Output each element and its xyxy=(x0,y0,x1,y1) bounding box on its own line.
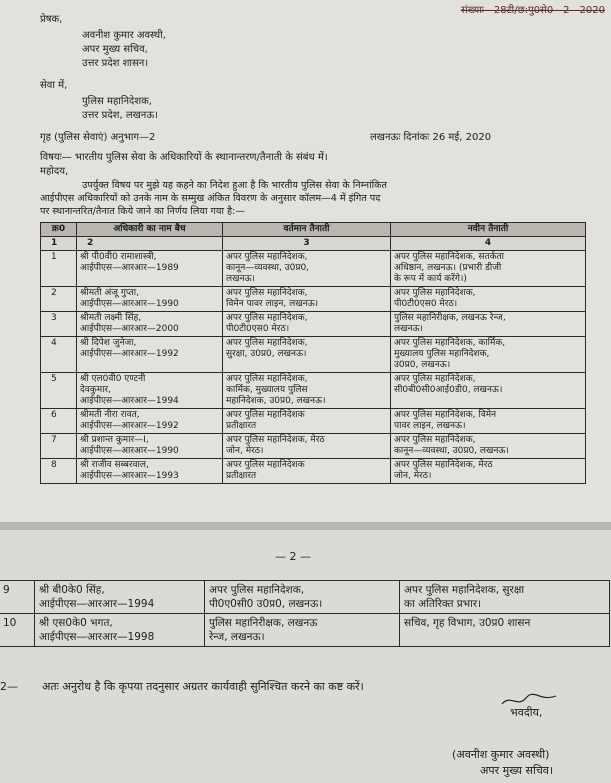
table-row xyxy=(0,614,610,647)
new-posting-line: अपर पुलिस महानिदेशक, xyxy=(394,374,476,384)
new-posting-line: अपर पुलिस महानिदेशक, मेरठ xyxy=(394,460,493,470)
new-posting xyxy=(391,459,586,484)
current-posting xyxy=(223,409,391,434)
current-posting-line: लखनऊ। xyxy=(226,274,255,284)
closing-number: 2— xyxy=(0,680,18,693)
current-posting-line: प्रतीक्षारत xyxy=(226,421,257,431)
colnum: 3 xyxy=(223,237,391,251)
officer-name-batch xyxy=(77,459,223,484)
body-line: उपर्युक्त विषय पर मुझे यह कहने का निदेश हुआ है कि भारतीय पुलिस सेवा के निम्नांकित xyxy=(82,180,387,191)
colnum: 4 xyxy=(391,237,586,251)
new-posting-line: अपर पुलिस महानिदेशक, xyxy=(394,435,476,445)
current-posting-line: अपर पुलिस महानिदेशक, मेरठ xyxy=(226,435,325,445)
current-posting-line: पुलिस महानिरीक्षक, लखनऊ xyxy=(209,617,318,629)
header-current-posting: वर्तमान तैनाती xyxy=(223,223,391,237)
officer-name-batch-line: श्रीमती नीरा रावत, xyxy=(80,410,140,420)
table-row xyxy=(41,459,586,484)
new-posting xyxy=(391,434,586,459)
signature-mark xyxy=(500,690,560,710)
officer-name-batch-line: श्रीमती अंजू गुप्ता, xyxy=(80,288,139,298)
new-posting xyxy=(391,409,586,434)
officer-name-batch-line: आईपीएस—आरआर—1993 xyxy=(80,471,179,481)
officer-name-batch-line: आईपीएस—आरआर—1994 xyxy=(80,396,179,406)
current-posting xyxy=(205,614,400,647)
officer-name-batch xyxy=(35,614,205,647)
officer-name-batch-line: आईपीएस—आरआर—1994 xyxy=(39,598,155,610)
colnum: 1 xyxy=(41,237,77,251)
row-serial: 1 xyxy=(41,251,77,287)
officer-name-batch-line: आईपीएस—आरआर—1990 xyxy=(80,446,179,456)
current-posting-line: अपर पुलिस महानिदेशक, xyxy=(226,313,308,323)
new-posting-line: अपर पुलिस महानिदेशक, कार्मिक, xyxy=(394,338,506,348)
salutation: महोदय, xyxy=(40,166,69,177)
header-serial: क्र0 xyxy=(41,223,77,237)
officer-name-batch-line: श्री एस0के0 भगत, xyxy=(39,617,113,629)
row-serial: 9 xyxy=(0,581,35,614)
current-posting xyxy=(223,312,391,337)
current-posting-line: अपर पुलिस महानिदेशक, xyxy=(226,338,308,348)
table-row xyxy=(41,373,586,409)
page-marker: — 2 — xyxy=(275,550,311,563)
new-posting-line: सचिव, गृह विभाग, उ0प्र0 शासन xyxy=(404,617,531,629)
new-posting xyxy=(391,251,586,287)
row-serial: 5 xyxy=(41,373,77,409)
table-row xyxy=(0,581,610,614)
new-posting-line: अपर पुलिस महानिदेशक, सुरक्षा xyxy=(404,584,525,596)
current-posting xyxy=(223,434,391,459)
current-posting-line: महानिदेशक, उ0प्र0, लखनऊ। xyxy=(226,396,326,406)
header-name-batch: अधिकारी का नाम बैच xyxy=(77,223,223,237)
new-posting-line: लखनऊ। xyxy=(394,324,423,334)
sender-label: प्रेषक, xyxy=(40,14,63,25)
officer-name-batch xyxy=(77,373,223,409)
table-row xyxy=(41,287,586,312)
current-posting xyxy=(223,251,391,287)
officer-name-batch-line: श्री प्रशान्त कुमार—I, xyxy=(80,435,149,445)
officer-name-batch-line: श्रीमती लक्ष्मी सिंह, xyxy=(80,313,142,323)
officer-name-batch xyxy=(77,287,223,312)
current-posting xyxy=(223,373,391,409)
row-serial: 4 xyxy=(41,337,77,373)
table-row xyxy=(41,312,586,337)
new-posting-line: सी0बी0सी0आई0डी0, लखनऊ। xyxy=(394,385,503,395)
page-separator xyxy=(0,522,611,530)
body-line: आईपीएस अधिकारियों को उनके नाम के सम्मुख अंकित विवरण के अनुसार कॉलम—4 में इंगित पद xyxy=(40,193,381,204)
new-posting xyxy=(391,373,586,409)
current-posting-line: विमेन पावर लाइन, लखनऊ। xyxy=(226,299,319,309)
officer-name-batch-line: आईपीएस—आरआर—1990 xyxy=(80,299,179,309)
officer-name-batch xyxy=(77,434,223,459)
officer-name-batch-line: आईपीएस—आरआर—1989 xyxy=(80,263,179,273)
new-posting-line: अधिष्ठान, लखनऊ। (प्रभारी डीजी xyxy=(394,263,502,273)
header-new-posting: नवीन तैनाती xyxy=(391,223,586,237)
row-serial: 8 xyxy=(41,459,77,484)
officer-name-batch-line: श्री बी0के0 सिंह, xyxy=(39,584,105,596)
current-posting-line: प्रतीक्षारत xyxy=(226,471,257,481)
colnum: 2 xyxy=(77,237,223,251)
new-posting-line: अपर पुलिस महानिदेशक, सतर्कता xyxy=(394,252,504,262)
row-serial: 10 xyxy=(0,614,35,647)
current-posting-line: जोन, मेरठ। xyxy=(226,446,264,456)
reference-number: संख्याः—28टी/छ:पु0से0—2—2020 xyxy=(460,5,605,16)
to-line: उत्तर प्रदेश, लखनऊ। xyxy=(82,110,158,121)
current-posting-line: अपर पुलिस महानिदेशक xyxy=(226,460,305,470)
table-row xyxy=(41,251,586,287)
new-posting-line: अपर पुलिस महानिदेशक, विमेन xyxy=(394,410,497,420)
officer-name-batch xyxy=(77,312,223,337)
table-header-row xyxy=(41,223,586,237)
officer-name-batch-line: आईपीएस—आरआर—1998 xyxy=(39,631,155,643)
body-line: पर स्थानान्तरित/तैनात किये जाने का निर्णय लिया गया है:— xyxy=(40,206,245,217)
officer-name-batch-line: श्री पी0वी0 रामाशास्त्री, xyxy=(80,252,157,262)
date-line: लखनऊः दिनांकः 26 मई, 2020 xyxy=(370,132,492,143)
new-posting xyxy=(391,337,586,373)
new-posting-line: पावर लाइन, लखनऊ। xyxy=(394,421,466,431)
transfer-table-continued xyxy=(0,580,610,647)
new-posting xyxy=(400,581,610,614)
new-posting-line: का अतिरिक्त प्रभार। xyxy=(404,598,482,610)
signatory-title: अपर मुख्य सचिव। xyxy=(480,764,554,777)
officer-name-batch xyxy=(77,251,223,287)
new-posting-line: मुख्यालय पुलिस महानिदेशक, xyxy=(394,349,490,359)
new-posting-line: उ0प्र0, लखनऊ। xyxy=(394,360,451,370)
table-row xyxy=(41,337,586,373)
officer-name-batch xyxy=(77,409,223,434)
officer-name-batch xyxy=(77,337,223,373)
subject-line: विषयः— भारतीय पुलिस सेवा के अधिकारियों के स्थानान्तरण/तैनाती के संबंध में। xyxy=(40,152,328,163)
table-colnum-row xyxy=(41,237,586,251)
current-posting-line: सुरक्षा, उ0प्र0, लखनऊ। xyxy=(226,349,307,359)
officer-name-batch-line: श्री दिपेश जुनेजा, xyxy=(80,338,137,348)
new-posting-line: जोन, मेरठ। xyxy=(394,471,432,481)
officer-name-batch-line: देवकुमार, xyxy=(80,385,111,395)
new-posting-line: के रूप में कार्य करेंगे।) xyxy=(394,274,467,284)
current-posting-line: कार्मिक, मुख्यालय पुलिस xyxy=(226,385,308,395)
new-posting-line: पी0टी0एस0 मेरठ। xyxy=(394,299,458,309)
department: गृह (पुलिस सेवाएं) अनुभाग—2 xyxy=(40,132,156,143)
current-posting-line: अपर पुलिस महानिदेशक xyxy=(226,410,305,420)
current-posting-line: रेन्ज, लखनऊ। xyxy=(209,631,265,643)
officer-name-batch-line: आईपीएस—आरआर—1992 xyxy=(80,349,179,359)
table-row xyxy=(41,434,586,459)
officer-name-batch-line: आईपीएस—आरआर—1992 xyxy=(80,421,179,431)
to-line: पुलिस महानिदेशक, xyxy=(82,96,152,107)
new-posting-line: कानून—व्यवस्था, उ0प्र0, लखनऊ। xyxy=(394,446,509,456)
signatory-name: (अवनीश कुमार अवस्थी) xyxy=(452,748,550,761)
row-serial: 3 xyxy=(41,312,77,337)
current-posting xyxy=(205,581,400,614)
current-posting-line: पी0टी0एस0 मेरठ। xyxy=(226,324,290,334)
row-serial: 7 xyxy=(41,434,77,459)
row-serial: 6 xyxy=(41,409,77,434)
current-posting-line: कानून—व्यवस्था, उ0प्र0, xyxy=(226,263,310,273)
current-posting xyxy=(223,459,391,484)
new-posting-line: पुलिस महानिरीक्षक, लखनऊ रेन्ज, xyxy=(394,313,506,323)
current-posting-line: अपर पुलिस महानिदेशक, xyxy=(226,252,308,262)
current-posting-line: पी0ए0सी0 उ0प्र0, लखनऊ। xyxy=(209,598,323,610)
transfer-table xyxy=(40,222,586,484)
current-posting xyxy=(223,337,391,373)
to-label: सेवा में, xyxy=(40,80,68,91)
yours-faithfully: भवदीय, xyxy=(510,706,543,719)
officer-name-batch-line: श्री राजीव सब्बरवाल, xyxy=(80,460,149,470)
new-posting xyxy=(400,614,610,647)
closing-paragraph: अतः अनुरोध है कि कृपया तदनुसार अग्रतर कार्यवाही सुनिश्चित करने का कष्ट करें। xyxy=(42,680,364,693)
current-posting-line: अपर पुलिस महानिदेशक, xyxy=(209,584,305,596)
current-posting-line: अपर पुलिस महानिदेशक, xyxy=(226,288,308,298)
new-posting xyxy=(391,312,586,337)
officer-name-batch xyxy=(35,581,205,614)
sender-line: अपर मुख्य सचिव, xyxy=(82,44,148,55)
table-row xyxy=(41,409,586,434)
row-serial: 2 xyxy=(41,287,77,312)
sender-line: अवनीश कुमार अवस्थी, xyxy=(82,30,166,41)
current-posting xyxy=(223,287,391,312)
officer-name-batch-line: आईपीएस—आरआर—2000 xyxy=(80,324,179,334)
officer-name-batch-line: श्री एल0वी0 एण्टनी xyxy=(80,374,146,384)
new-posting xyxy=(391,287,586,312)
current-posting-line: अपर पुलिस महानिदेशक, xyxy=(226,374,308,384)
new-posting-line: अपर पुलिस महानिदेशक, xyxy=(394,288,476,298)
sender-line: उत्तर प्रदेश शासन। xyxy=(82,58,149,69)
letter-page-2 xyxy=(0,530,611,783)
